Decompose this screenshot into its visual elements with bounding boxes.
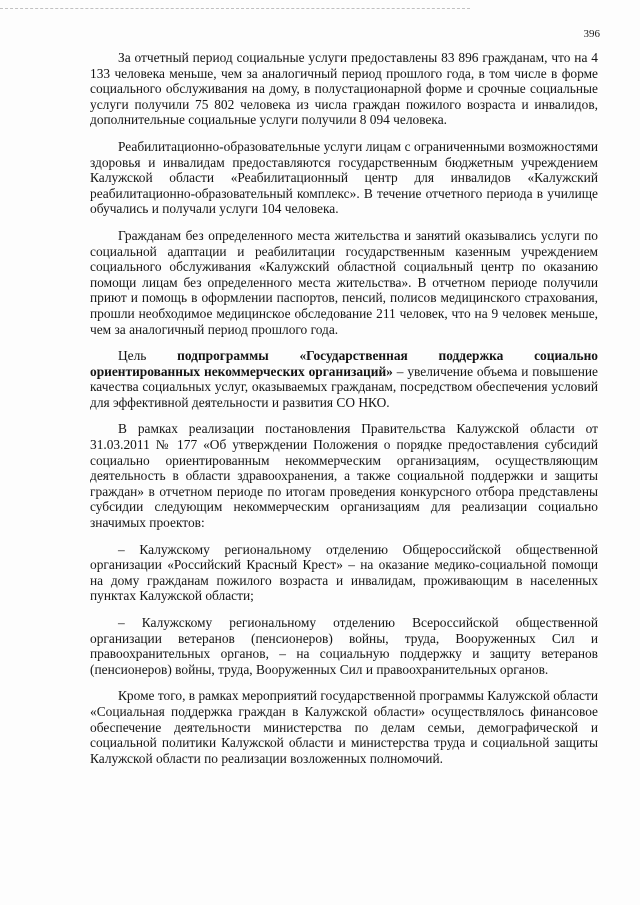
scan-top-edge <box>0 8 470 9</box>
paragraph-services-total: За отчетный период социальные услуги предоставлены 83 896 гражданам, что на 4 133 человека меньше, чем за аналогичный период прошлого года, в том числе в форме социального обслуживания на дому, в полустационарной форме и срочные социальные услуги получили 75 802 человека из числа граждан пожилого возраста и инвалидов, дополнительные социальные услуги получили 8 094 человека. <box>90 50 598 128</box>
paragraph-rehabilitation: Реабилитационно-образовательные услуги лицам с ограниченными возможностями здоровья и инвалидам предоставляются государственным бюджетным учреждением Калужской области «Реабилитационный центр для инвалидов «Калужский реабилитационно-образовательный комплекс». В течение отчетного периода в училище обучались и получали услуги 104 человека. <box>90 138 598 217</box>
page-number: 396 <box>583 28 600 40</box>
goal-description: – увеличение объема и повышение качества социальных услуг, оказываемых гражданам, посредством обеспечения условий для эффективной деятельности и развития СО НКО. <box>90 363 598 410</box>
goal-lead: Цель <box>118 348 178 364</box>
paragraph-subsidies: В рамках реализации постановления Правительства Калужской области от 31.03.2011 № 177 «Об утверждении Положения о порядке предоставления субсидий социально ориентированным некоммерческим организациям, осуществляющим деятельность в области здравоохранения, а также социальной поддержки и защиты граждан» в отчетном периоде по итогам проведения конкурсного отбора представлены субсидии следующим некоммерческим организациям для реализации социально значимых проектов: <box>90 421 598 531</box>
paragraph-subprogram-goal <box>90 348 598 410</box>
document-body <box>90 50 598 777</box>
paragraph-veterans: – Калужскому региональному отделению Всероссийской общественной организации ветеранов (пенсионеров) войны, труда, Вооруженных Сил и правоохранительных органов, – на социальную поддержку и защиту ветеранов (пенсионеров) войны, труда, Вооруженных Сил и правоохранительных органов. <box>90 615 598 677</box>
paragraph-ministry-funding: Кроме того, в рамках мероприятий государственной программы Калужской области «Социальная поддержка граждан в Калужской области» осуществлялось финансовое обеспечение деятельности министерства по делам семьи, демографической и социальной политики Калужской области и министерства труда и социальной защиты Калужской области по реализации возложенных полномочий. <box>90 688 598 766</box>
goal-subprogram-title: подпрограммы «Государственная поддержка социально ориентированных некоммерческих организаций» <box>90 348 598 379</box>
paragraph-homeless-services: Гражданам без определенного места жительства и занятий оказывались услуги по социальной адаптации и реабилитации государственным казенным учреждением социального обслуживания «Калужский областной социальный центр по оказанию помощи лицам без определенного места жительства». В отчетном периоде получили приют и помощь в оформлении паспортов, пенсий, полисов медицинского страхования, прошли необходимое медицинское обследование 211 человек, что на 9 человек меньше, чем за аналогичный период прошлого года. <box>90 227 598 337</box>
paragraph-red-cross: – Калужскому региональному отделению Общероссийской общественной организации «Российский Красный Крест» – на оказание медико-социальной помощи на дому гражданам пожилого возраста и инвалидам, проживающим в населенных пунктах Калужской области; <box>90 541 598 604</box>
